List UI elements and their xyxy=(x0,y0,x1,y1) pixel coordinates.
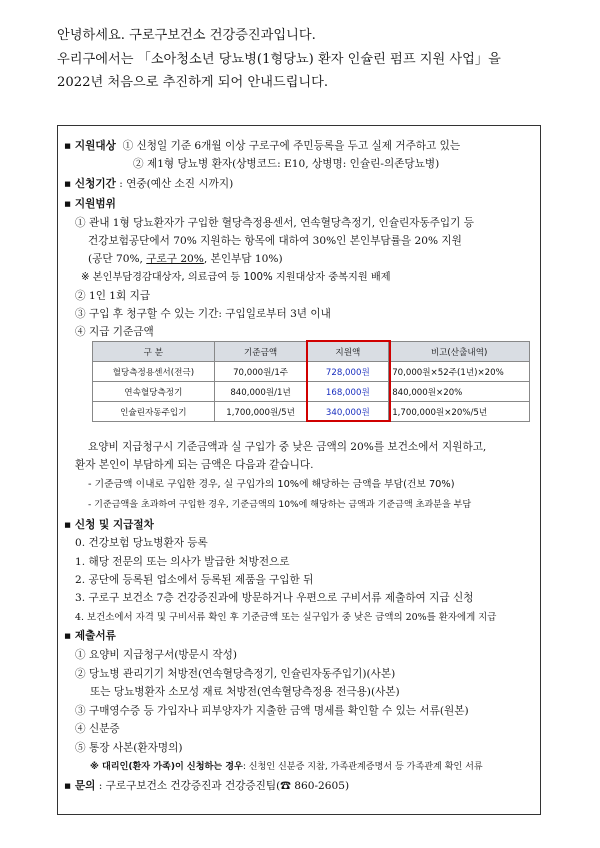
document-item-5: ⑤ 통장 사본(환자명의) xyxy=(75,742,183,754)
document-item-3: ③ 구매영수증 등 가입자나 피부양자가 지출한 금액 명세를 확인할 수 있는 서류(원본) xyxy=(75,705,469,717)
scope-item-1b: 건강보험공단에서 70% 지원하는 항목에 대하여 30%인 본인부담률을 20% 지원 xyxy=(88,235,462,247)
documents-note xyxy=(90,760,483,775)
documents-section: ▪ 제출서류 xyxy=(64,630,116,642)
inquiry-section: ▪ 문의 : 구로구보건소 건강증진과 건강증진팀(☎ 860-2605) xyxy=(64,780,350,792)
col-header-category: 구 분 xyxy=(93,342,215,362)
procedure-step: 1. 해당 전문의 또는 의사가 발급한 처방전으로 xyxy=(75,556,290,568)
explain-line-1: 요양비 지급청구시 기준금액과 실 구입가 중 낮은 금액의 20%를 보건소에서 지원하고, xyxy=(88,441,487,453)
fee-table xyxy=(92,341,530,422)
intro-text xyxy=(57,24,557,95)
explain-dash-1: - 기준금액 이내로 구입한 경우, 실 구입가의 10%에 해당하는 금액을 부담(건보 70%) xyxy=(88,479,455,490)
inquiry-value: : 구로구보건소 건강증진과 건강증진팀(☎ 860-2605) xyxy=(98,780,350,792)
scope-item-3: ③ 구입 후 청구할 수 있는 기간: 구입일로부터 3년 이내 xyxy=(75,308,331,320)
target-label: 지원대상 xyxy=(74,140,116,152)
documents-label: 제출서류 xyxy=(74,630,116,642)
scope-section: ▪ 지원범위 xyxy=(64,198,116,210)
target-section: ▪ 지원대상 ① 신청일 기준 6개월 이상 구로구에 주민등록을 두고 실제 거주하고 있는 xyxy=(64,140,461,152)
period-section: ▪ 신청기간 : 연중(예산 소진 시까지) xyxy=(64,178,234,190)
document-item-2b: 또는 당뇨병환자 소모성 재료 처방전(연속혈당측정용 전극용)(사본) xyxy=(90,686,400,698)
table-row: 연속혈당측정기 840,000원/1년 168,000원 840,000원×20% xyxy=(93,382,530,402)
inquiry-label: 문의 xyxy=(74,780,96,792)
explain-dash-2: - 기준금액을 초과하여 구입한 경우, 기준금액의 10%에 해당하는 금액과 기준금액 초과분을 부담 xyxy=(88,500,472,510)
col-header-base: 기준금액 xyxy=(214,342,307,362)
scope-item-1c: (공단 70%, 구로구 20%, 본인부담 10%) xyxy=(88,253,283,265)
document-item-1: ① 요양비 지급청구서(방문시 작성) xyxy=(75,649,237,661)
scope-note: ※ 본인부담경감대상자, 의료급여 등 100% 지원대상자 중복지원 배제 xyxy=(81,272,391,283)
document-item-2a: ② 당뇨병 관리기기 처방전(연속혈당측정기, 인슐린자동주입기)(사본) xyxy=(75,668,396,680)
scope-item-2: ② 1인 1회 지급 xyxy=(75,290,151,302)
procedure-step: 3. 구로구 보건소 7층 건강증진과에 방문하거나 우편으로 구비서류 제출하여 지급 신청 xyxy=(75,592,474,604)
period-label: 신청기간 xyxy=(74,178,116,190)
scope-label: 지원범위 xyxy=(74,198,116,210)
documents-note-bold: ※ 대리인(환자 가족)이 신청하는 경우 xyxy=(90,762,243,772)
period-value: : 연중(예산 소진 시까지) xyxy=(119,178,234,190)
intro-line-3: 2022년 처음으로 추진하게 되어 안내드립니다. xyxy=(57,75,329,90)
target-item-2: ② 제1형 당뇨병 환자(상병코드: E10, 상병명: 인슐린-의존당뇨병) xyxy=(133,158,440,170)
table-row: 인슐린자동주입기 1,700,000원/5년 340,000원 1,700,000원×20%/5년 xyxy=(93,402,530,422)
document-item-4: ④ 신분증 xyxy=(75,723,120,735)
procedure-section: ▪ 신청 및 지급절차 xyxy=(64,519,154,531)
procedure-step: 2. 공단에 등록된 업소에서 등록된 제품을 구입한 뒤 xyxy=(75,574,314,586)
explain-line-2: 환자 본인이 부담하게 되는 금액은 다음과 같습니다. xyxy=(75,459,314,471)
documents-note-rest: : 신청인 신분증 지참, 가족관계증명서 등 가족관계 확인 서류 xyxy=(242,762,483,772)
guro-share: 구로구 20% xyxy=(146,253,204,265)
col-header-support: 지원액 xyxy=(307,342,389,362)
scope-item-1a: ① 관내 1형 당뇨환자가 구입한 혈당측정용센서, 연속혈당측정기, 인슐린자동주입기 등 xyxy=(75,217,474,229)
col-header-note: 비고(산출내역) xyxy=(389,342,530,362)
target-item-1: ① 신청일 기준 6개월 이상 구로구에 주민등록을 두고 실제 거주하고 있는 xyxy=(122,140,461,152)
intro-line-1: 안녕하세요. 구로구보건소 건강증진과입니다. xyxy=(57,28,316,43)
intro-line-2: 우리구에서는 「소아청소년 당뇨병(1형당뇨) 환자 인슐린 펌프 지원 사업」을 xyxy=(57,51,501,67)
scope-item-4: ④ 지급 기준금액 xyxy=(75,326,154,338)
fee-table-header-row xyxy=(93,342,530,362)
table-row: 혈당측정용센서(전극) 70,000원/1주 728,000원 70,000원×52주(1년)×20% xyxy=(93,362,530,382)
procedure-step: 4. 보건소에서 자격 및 구비서류 확인 후 기준금액 또는 실구입가 중 낮은 금액의 20%를 환자에게 지급 xyxy=(75,612,497,623)
procedure-step: 0. 건강보험 당뇨병환자 등록 xyxy=(75,537,208,549)
procedure-label: 신청 및 지급절차 xyxy=(74,519,154,531)
